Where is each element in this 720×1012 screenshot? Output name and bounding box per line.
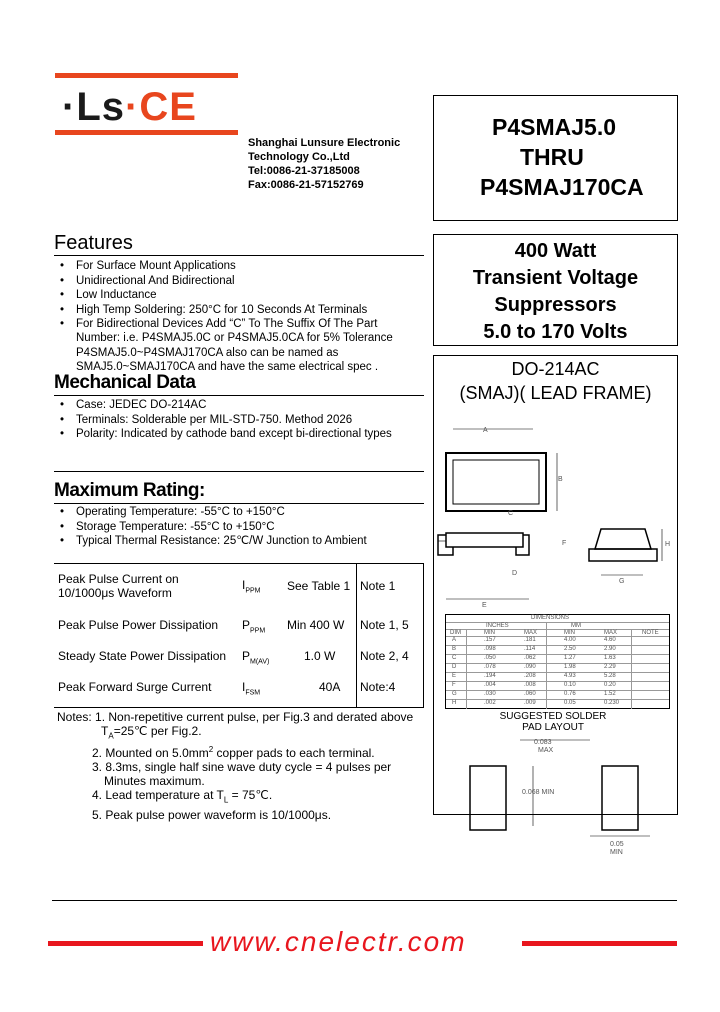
pad-title-1: SUGGESTED SOLDER (499, 711, 607, 722)
rating-item: • Storage Temperature: -55°C to +150°C (60, 520, 367, 535)
pad-title-2: PAD LAYOUT (522, 722, 584, 733)
features-divider (54, 255, 424, 256)
dim-cell: .157 (484, 637, 496, 643)
feature-item: • For Surface Mount Applications (60, 259, 377, 274)
dim-cell: .060 (524, 691, 536, 697)
dim-cell: .114 (524, 646, 536, 652)
footer-url-link[interactable]: www.cnelectr.com (210, 926, 467, 957)
mechanical-list (60, 398, 392, 442)
rating-note: Note 1, 5 (360, 618, 409, 632)
dim-cell: D (452, 664, 457, 670)
part-title-box (433, 95, 678, 221)
summary-box (433, 234, 678, 346)
company-logo (62, 85, 197, 130)
logo-text-accent: ·CE (125, 85, 197, 129)
dim-cell: 4.93 (564, 673, 576, 679)
features-extra (76, 331, 393, 375)
note-2: 2. Mounted on $5.0mm^2$ copper pads to each terminal. (92, 745, 375, 761)
mechanical-title: Mechanical Data (54, 372, 196, 393)
pad-w-label: 0.083 (534, 739, 552, 746)
dim-cell: 2.50 (564, 646, 576, 652)
features-extra-1: Number: i.e. P4SMAJ5.0C or P4SMAJ5.0CA for 5% Tolerance (76, 332, 393, 344)
dim-label-c: C (508, 510, 514, 517)
dim-cell: 2.90 (604, 646, 616, 652)
rating-param: Peak Forward Surge Current (58, 680, 212, 694)
rating-note: Note 2, 4 (360, 649, 409, 663)
dim-row (446, 672, 669, 679)
dim-cell: .004 (484, 682, 496, 688)
features-extra-3: SMAJ5.0~SMAJ170CA and have the same electrical spec . (76, 361, 379, 373)
dim-cell: 1.63 (604, 655, 616, 661)
rating-symbol: $P_{PPM}$ (242, 618, 266, 635)
dim-col-max-mm: MAX (604, 630, 618, 636)
feature-item: • Unidirectional And Bidirectional (60, 274, 377, 289)
part-title-line-3: P4SMAJ170CA (480, 174, 644, 200)
rating-divider (54, 503, 424, 504)
rating-title: Maximum Rating: (54, 480, 205, 501)
rating-param: Peak Pulse Power Dissipation (58, 618, 219, 632)
rating-value: Min 400 W (287, 618, 345, 632)
dim-cell: .098 (484, 646, 496, 652)
dim-cell: 2.29 (604, 664, 616, 670)
features-extra-2: P4SMAJ5.0~P4SMAJ170CA also can be named as (76, 346, 339, 359)
footer-divider (52, 900, 677, 901)
pad-g-label-2: MIN (610, 849, 623, 856)
dim-cell: .050 (484, 655, 496, 661)
rating-table (54, 563, 424, 708)
dim-cell: .030 (484, 691, 496, 697)
dim-cell: .009 (524, 700, 536, 706)
footer-bar-left (48, 941, 203, 946)
package-name: DO-214AC (511, 359, 600, 379)
dim-col-max: MAX (524, 630, 538, 636)
notes (57, 710, 413, 822)
note-1b: $T_A=25℃$ per Fig.2. (101, 724, 202, 741)
dim-col-min: MIN (484, 630, 495, 636)
company-name: Shanghai Lunsure Electronic (248, 137, 401, 149)
company-tel: Tel:0086-21-37185008 (248, 165, 360, 177)
part-title-line-2: THRU (520, 144, 584, 170)
company-info (248, 136, 400, 192)
dim-row (446, 681, 669, 688)
company-name-2: Technology Co.,Ltd (248, 151, 350, 163)
dim-label-e: E (482, 602, 487, 609)
dim-cell: 0.230 (604, 700, 620, 706)
logo-bar-bottom (55, 130, 238, 135)
dim-cell: H (452, 700, 457, 706)
dim-cell: .181 (524, 637, 536, 643)
dim-col-dim: DIM (450, 630, 461, 636)
feature-item: • For Bidirectional Devices Add “C” To The Suffix Of The Part (60, 317, 377, 332)
rating-value: 40A (319, 680, 341, 694)
dim-row (446, 690, 669, 697)
pad-h-label: 0.068 MIN (522, 789, 555, 796)
mechanical-item: • Polarity: Indicated by cathode band except bi-directional types (60, 427, 392, 442)
dim-label-f: F (562, 540, 567, 547)
mechanical-item: • Terminals: Solderable per MIL-STD-750. Method 2026 (60, 413, 392, 428)
dim-cell: .078 (484, 664, 496, 670)
rating-value: See Table 1 (287, 579, 351, 593)
dim-label-d: D (512, 570, 518, 577)
dim-cell: 1.52 (604, 691, 616, 697)
dim-row (446, 654, 669, 661)
rating-symbol: $P_{M(AV)}$ (242, 649, 270, 666)
mechanical-divider (54, 395, 424, 396)
dim-cell: B (452, 646, 457, 652)
dim-col-min-mm: MIN (564, 630, 575, 636)
top-view (446, 429, 557, 511)
dim-col-mm: MM (571, 623, 581, 629)
dim-label-g: G (619, 578, 625, 585)
rating-item: • Typical Thermal Resistance: 25℃/W Junction to Ambient (60, 534, 367, 549)
dim-cell: C (452, 655, 457, 661)
dim-cell: .194 (484, 673, 496, 679)
end-view (589, 529, 657, 561)
dim-cell: 0.10 (564, 682, 576, 688)
feature-item: • High Temp Soldering: 250°C for 10 Seconds At Terminals (60, 303, 377, 318)
note-5: 5. Peak pulse power waveform is 10/1000μs. (92, 807, 332, 822)
rating-symbol: $I_{FSM}$ (242, 680, 261, 697)
summary-line-2: Transient Voltage (472, 267, 639, 289)
dim-cell: .008 (524, 682, 536, 688)
mechanical-divider-bottom (54, 471, 424, 472)
rating-param: Peak Pulse Current on 10/1000μs Waveform (58, 572, 179, 600)
dim-cell: .090 (524, 664, 536, 670)
logo-bar-top (55, 73, 238, 78)
dim-label-h: H (665, 541, 671, 548)
pad-w-label-2: MAX (538, 747, 554, 754)
features-title: Features (54, 232, 133, 254)
dim-cell: 0.76 (564, 691, 576, 697)
note-1: Notes: 1. Non-repetitive current pulse, per Fig.3 and derated above (57, 710, 414, 724)
side-view (438, 533, 529, 555)
dim-cell: 4.00 (564, 637, 576, 643)
note-3: 3. 8.3ms, single half sine wave duty cycle = 4 pulses per (92, 760, 392, 775)
pad-left (470, 766, 506, 830)
dim-row (446, 663, 669, 670)
dim-cell: 0.05 (564, 700, 576, 706)
pad-g-label: 0.05 (610, 841, 624, 848)
dim-cell: 1.98 (564, 664, 576, 670)
company-fax: Fax:0086-21-57152769 (248, 179, 364, 191)
part-title-line-1: P4SMAJ5.0 (492, 114, 617, 140)
dim-cell: F (452, 682, 456, 688)
rating-symbol: $I_{PPM}$ (242, 578, 261, 595)
dim-cell: 1.27 (564, 655, 576, 661)
dim-row (446, 645, 669, 652)
dim-row (446, 636, 669, 643)
rating-item: • Operating Temperature: -55°C to +150°C (60, 505, 367, 520)
dimension-table (445, 614, 670, 709)
dim-cell: .208 (524, 673, 536, 679)
pad-right (602, 766, 638, 830)
pad-layout-title (498, 711, 608, 733)
rating-note: Note:4 (360, 680, 396, 694)
dim-label-a: A (483, 427, 488, 434)
dim-cell: E (452, 673, 457, 679)
dim-cell: 4.60 (604, 637, 616, 643)
dim-col-note: NOTE (642, 630, 659, 636)
note-3b: Minutes maximum. (104, 774, 205, 789)
summary-line-4: 5.0 to 170 Volts (483, 321, 628, 343)
summary-line-3: Suppressors (494, 294, 617, 316)
rating-param: Steady State Power Dissipation (58, 649, 227, 663)
features-list (60, 259, 377, 332)
note-4: 4. Lead temperature at $T_L$ = 75℃. (92, 788, 273, 805)
rating-value: 1.0 W (304, 649, 336, 663)
footer-bar-right (522, 941, 677, 946)
pad-layout-drawing (440, 736, 680, 861)
summary-line-1: 400 Watt (514, 240, 597, 262)
rating-note: Note 1 (360, 579, 396, 593)
dim-cell: 0.20 (604, 682, 616, 688)
feature-item: • Low Inductance (60, 288, 377, 303)
dim-table-title: DIMENSIONS (531, 615, 570, 621)
dim-cell: .062 (524, 655, 536, 661)
dim-row (446, 699, 669, 706)
dim-cell: G (452, 691, 457, 697)
mechanical-item: • Case: JEDEC DO-214AC (60, 398, 392, 413)
dim-cell: A (452, 637, 457, 643)
dim-label-b: B (558, 476, 563, 483)
dim-col-inches: INCHES (486, 623, 509, 629)
dim-cell: .002 (484, 700, 496, 706)
rating-list (60, 505, 367, 549)
logo-text-left: ·Ls (62, 85, 125, 129)
package-sub: (SMAJ)( LEAD FRAME) (459, 383, 652, 403)
dim-cell: 5.28 (604, 673, 616, 679)
